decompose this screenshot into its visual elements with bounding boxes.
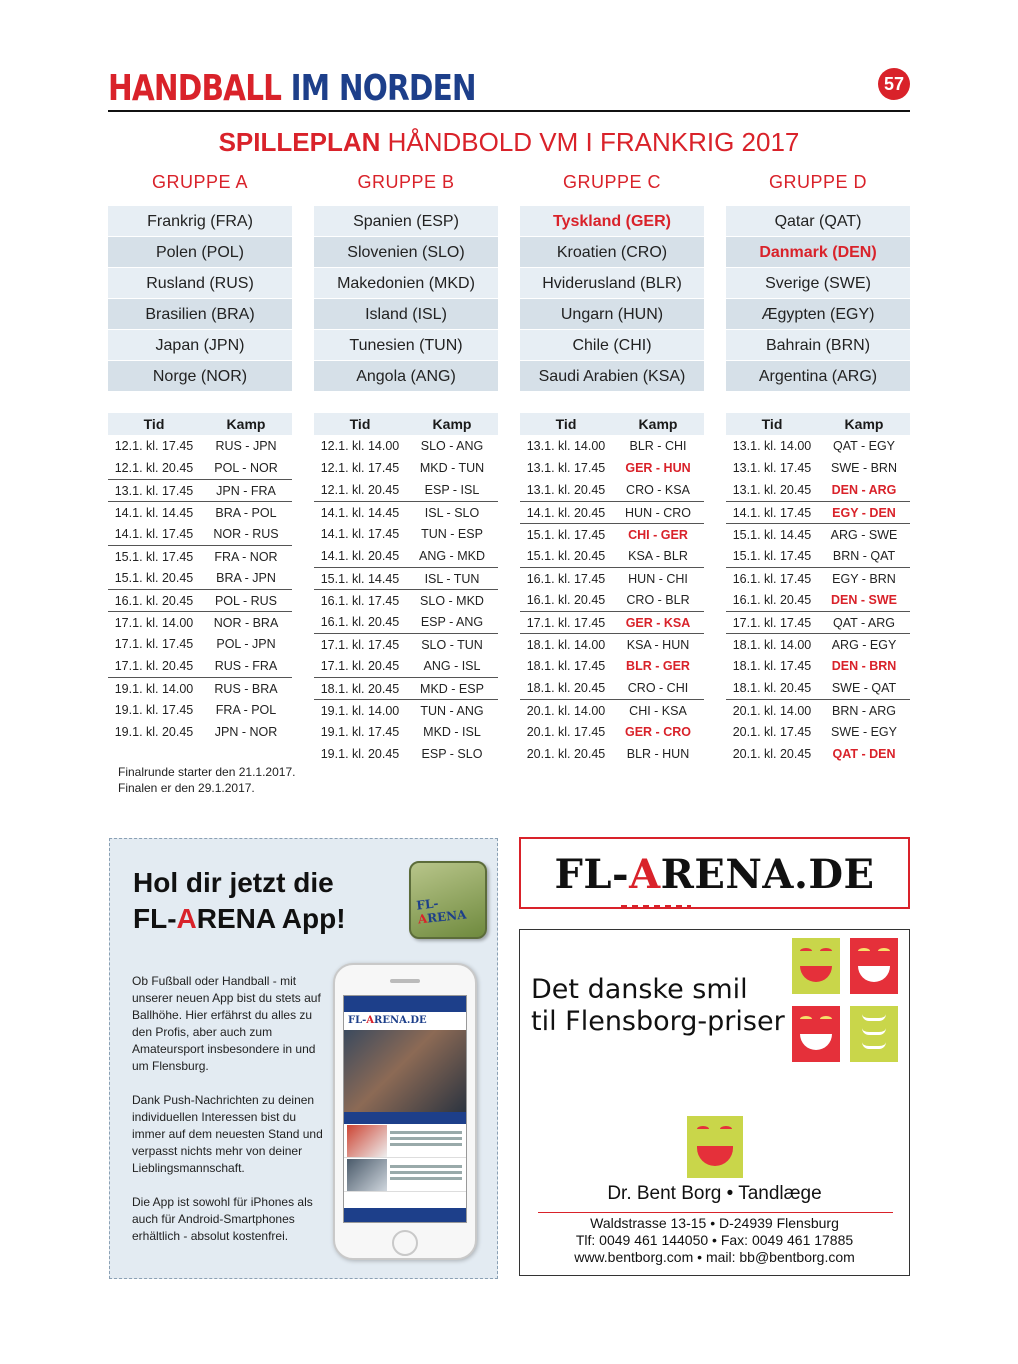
group-column [726, 172, 910, 392]
match-teams: GER - KSA [625, 616, 691, 630]
match-time: 20.1. kl. 17.45 [526, 725, 606, 739]
match-teams: ARG - EGY [831, 638, 897, 652]
app-ad-headline-line2 [133, 901, 346, 937]
section-title-part2: IM NORDEN [290, 68, 476, 109]
match-schedule [726, 413, 910, 765]
team-row: Hviderusland (BLR) [520, 268, 704, 299]
divider [538, 1212, 893, 1213]
news-text-lines [390, 1124, 466, 1157]
match-teams: GER - HUN [625, 461, 691, 475]
phone-news-item [344, 1124, 466, 1158]
match-row [108, 677, 292, 699]
page-number-badge: 57 [878, 68, 910, 100]
match-row [726, 655, 910, 677]
match-row [520, 435, 704, 457]
team-row: Polen (POL) [108, 237, 292, 268]
wordmark-dash-decoration [621, 905, 691, 908]
match-teams: TUN - ANG [420, 704, 484, 718]
match-time: 17.1. kl. 17.45 [114, 637, 194, 651]
team-row: Angola (ANG) [314, 361, 498, 392]
match-row [108, 523, 292, 545]
match-teams: SLO - TUN [421, 638, 483, 652]
match-time: 18.1. kl. 20.45 [320, 682, 400, 696]
logo-a: A [417, 911, 428, 927]
match-teams: QAT - EGY [832, 439, 896, 453]
match-teams: ISL - TUN [424, 572, 480, 586]
group-column [520, 172, 704, 392]
dentist-web-mail: www.bentborg.com • mail: bb@bentborg.com [574, 1249, 855, 1265]
header-time: Tid [143, 416, 165, 432]
match-row [726, 479, 910, 501]
team-row: Tyskland (GER) [520, 206, 704, 237]
phone-hero-caption [344, 1112, 466, 1124]
match-time: 13.1. kl. 14.00 [526, 439, 606, 453]
dental-slogan-line2: til Flensborg-priser [531, 1006, 785, 1037]
match-teams: BRA - JPN [216, 571, 276, 585]
match-time: 17.1. kl. 20.45 [114, 659, 194, 673]
match-time: 16.1. kl. 17.45 [320, 594, 400, 608]
match-time: 15.1. kl. 17.45 [114, 550, 194, 564]
match-teams: BRA - POL [215, 506, 277, 520]
team-row: Saudi Arabien (KSA) [520, 361, 704, 392]
match-teams: BLR - HUN [626, 747, 690, 761]
header-match: Kamp [844, 416, 884, 432]
dentist-phone-fax: Tlf: 0049 461 144050 • Fax: 0049 461 17885 [575, 1232, 854, 1248]
news-thumbnail [347, 1159, 387, 1191]
smartphone-image [333, 963, 477, 1260]
match-row [726, 611, 910, 633]
match-time: 20.1. kl. 20.45 [732, 747, 812, 761]
match-time: 12.1. kl. 17.45 [320, 461, 400, 475]
fl-arena-wordmark [521, 851, 908, 898]
match-row [726, 523, 910, 545]
match-teams: ISL - SLO [424, 506, 480, 520]
match-time: 13.1. kl. 17.45 [732, 461, 812, 475]
match-time: 14.1. kl. 20.45 [526, 506, 606, 520]
match-time: 19.1. kl. 20.45 [114, 725, 194, 739]
match-row [726, 633, 910, 655]
group-column [108, 172, 292, 392]
match-row [314, 501, 498, 523]
schedule-title-rest: HÅNDBOLD VM I FRANKRIG 2017 [380, 127, 800, 157]
match-row [108, 699, 292, 721]
match-row [108, 721, 292, 743]
match-teams: ANG - ISL [423, 659, 481, 673]
match-time: 15.1. kl. 20.45 [526, 549, 606, 563]
app-ad-paragraph-3: Die App ist sowohl für iPhones als auch für Android-Smartphones erhältlich - absolut kostenfrei. [132, 1195, 313, 1243]
match-row [520, 633, 704, 655]
match-row [726, 721, 910, 743]
smile-logo-icon [792, 938, 840, 994]
group-heading: GRUPPE C [562, 172, 662, 192]
app-ad-body [132, 973, 327, 1262]
match-teams: BRN - ARG [832, 704, 896, 718]
header-match: Kamp [638, 416, 678, 432]
group-heading: GRUPPE D [768, 172, 868, 192]
match-teams: POL - JPN [216, 637, 276, 651]
team-row: Bahrain (BRN) [726, 330, 910, 361]
match-row [520, 545, 704, 567]
match-teams: QAT - DEN [832, 747, 896, 761]
dental-slogan [531, 974, 785, 1038]
match-time: 16.1. kl. 17.45 [526, 572, 606, 586]
team-row: Kroatien (CRO) [520, 237, 704, 268]
match-row [108, 655, 292, 677]
phone-home-button [392, 1230, 418, 1256]
logo-rena: RENA [426, 907, 468, 926]
schedule-header [314, 413, 498, 435]
note-line-2: Finalen er den 29.1.2017. [118, 781, 255, 795]
app-ad-headline [133, 865, 346, 937]
match-schedule [520, 413, 704, 765]
match-teams: CRO - BLR [626, 593, 690, 607]
app-ad-paragraph-1: Ob Fußball oder Handball - mit unserer neuen App bist du stets auf Ballhöhe. Hier erfährst du alles zu den Profis, aber auch zum Amateursport insbesondere in und um Flensburg. [132, 974, 321, 1073]
match-time: 13.1. kl. 20.45 [732, 483, 812, 497]
phone-hero-photo [344, 1030, 466, 1112]
match-teams: JPN - FRA [216, 484, 276, 498]
match-row [726, 457, 910, 479]
match-teams: RUS - JPN [215, 439, 277, 453]
team-row: Sverige (SWE) [726, 268, 910, 299]
section-title [108, 68, 476, 109]
match-teams: ESP - ISL [424, 483, 480, 497]
match-time: 14.1. kl. 14.45 [320, 506, 400, 520]
match-time: 17.1. kl. 20.45 [320, 659, 400, 673]
match-teams: KSA - BLR [628, 549, 688, 563]
match-row [314, 721, 498, 743]
match-teams: CRO - CHI [627, 681, 689, 695]
match-time: 12.1. kl. 20.45 [320, 483, 400, 497]
match-row [520, 479, 704, 501]
match-row [314, 677, 498, 699]
fl-arena-banner [519, 837, 910, 909]
match-time: 16.1. kl. 20.45 [320, 615, 400, 629]
match-row [726, 743, 910, 765]
dental-advertisement [519, 929, 910, 1276]
match-row [726, 501, 910, 523]
app-ad-headline-line1: Hol dir jetzt die [133, 867, 334, 898]
match-teams: DEN - BRN [831, 659, 897, 673]
match-time: 17.1. kl. 14.00 [114, 616, 194, 630]
match-row [108, 611, 292, 633]
match-time: 14.1. kl. 17.45 [732, 506, 812, 520]
phone-speaker [390, 979, 420, 983]
match-row [726, 589, 910, 611]
match-teams: SWE - QAT [831, 681, 897, 695]
match-time: 16.1. kl. 20.45 [114, 594, 194, 608]
schedule-title-bold: SPILLEPLAN [218, 127, 381, 157]
match-teams: ARG - SWE [830, 528, 898, 542]
match-teams: NOR - BRA [213, 616, 279, 630]
match-teams: NOR - RUS [213, 527, 279, 541]
match-teams: CHI - GER [628, 528, 688, 542]
team-list [314, 206, 498, 392]
dental-slogan-line1: Det danske smil [531, 974, 748, 1005]
team-row: Danmark (DEN) [726, 237, 910, 268]
team-list [108, 206, 292, 392]
match-row [314, 743, 498, 765]
match-row [726, 677, 910, 699]
match-time: 15.1. kl. 20.45 [114, 571, 194, 585]
match-time: 19.1. kl. 14.00 [114, 682, 194, 696]
match-time: 20.1. kl. 14.00 [526, 704, 606, 718]
match-time: 15.1. kl. 17.45 [732, 549, 812, 563]
app-logo-icon [409, 861, 487, 939]
match-time: 18.1. kl. 17.45 [732, 659, 812, 673]
phone-brand-fl: FL- [348, 1015, 367, 1026]
match-row [314, 545, 498, 567]
smile-logo-icon [792, 1006, 840, 1062]
app-logo-label [416, 892, 487, 927]
match-time: 18.1. kl. 20.45 [526, 681, 606, 695]
match-teams: KSA - HUN [626, 638, 690, 652]
match-row [520, 589, 704, 611]
match-teams: SLO - ANG [420, 439, 484, 453]
match-teams: RUS - BRA [214, 682, 278, 696]
phone-app-toolbar [344, 996, 466, 1012]
logo-fl: FL- [415, 896, 440, 913]
team-list [726, 206, 910, 392]
smile-logo-icon [850, 938, 898, 994]
match-time: 12.1. kl. 17.45 [114, 439, 194, 453]
match-time: 13.1. kl. 17.45 [114, 484, 194, 498]
match-teams: FRA - POL [215, 703, 277, 717]
match-teams: FRA - NOR [214, 550, 278, 564]
app-advertisement [109, 838, 498, 1279]
match-time: 13.1. kl. 20.45 [526, 483, 606, 497]
team-row: Chile (CHI) [520, 330, 704, 361]
match-time: 17.1. kl. 17.45 [320, 638, 400, 652]
match-time: 19.1. kl. 20.45 [320, 747, 400, 761]
match-time: 20.1. kl. 20.45 [526, 747, 606, 761]
match-teams: TUN - ESP [421, 527, 483, 541]
match-teams: EGY - DEN [832, 506, 896, 520]
match-teams: BLR - CHI [629, 439, 687, 453]
match-row [726, 567, 910, 589]
match-teams: CHI - KSA [629, 704, 687, 718]
match-teams: POL - RUS [214, 594, 278, 608]
match-teams: DEN - ARG [831, 483, 897, 497]
match-row [520, 655, 704, 677]
phone-tab-bar [344, 1208, 466, 1222]
note-line-1: Finalrunde starter den 21.1.2017. [118, 765, 296, 779]
group-heading: GRUPPE B [357, 172, 455, 192]
team-row: Spanien (ESP) [314, 206, 498, 237]
match-row [726, 435, 910, 457]
match-teams: MKD - ISL [423, 725, 481, 739]
group-column [314, 172, 498, 392]
header-time: Tid [555, 416, 577, 432]
match-teams: EGY - BRN [832, 572, 896, 586]
match-row [314, 457, 498, 479]
match-teams: MKD - ESP [420, 682, 484, 696]
team-row: Makedonien (MKD) [314, 268, 498, 299]
phone-brand-rena: RENA.DE [374, 1015, 427, 1026]
group-heading: GRUPPE A [151, 172, 249, 192]
match-teams: SLO - MKD [420, 594, 484, 608]
match-time: 18.1. kl. 17.45 [526, 659, 606, 673]
headline-a: A [176, 903, 197, 934]
team-row: Rusland (RUS) [108, 268, 292, 299]
match-row [520, 743, 704, 765]
team-row: Island (ISL) [314, 299, 498, 330]
match-time: 13.1. kl. 17.45 [526, 461, 606, 475]
match-time: 18.1. kl. 20.45 [732, 681, 812, 695]
match-teams: HUN - CRO [625, 506, 691, 520]
match-teams: SWE - BRN [831, 461, 897, 475]
match-teams: MKD - TUN [419, 461, 485, 475]
match-time: 19.1. kl. 17.45 [320, 725, 400, 739]
masthead [108, 66, 910, 112]
team-row: Slovenien (SLO) [314, 237, 498, 268]
match-row [314, 611, 498, 633]
match-teams: JPN - NOR [214, 725, 278, 739]
match-time: 15.1. kl. 17.45 [526, 528, 606, 542]
schedule-header [520, 413, 704, 435]
match-row [108, 545, 292, 567]
header-time: Tid [349, 416, 371, 432]
match-row [108, 633, 292, 655]
match-row [314, 655, 498, 677]
headline-fl: FL- [133, 903, 177, 934]
match-time: 16.1. kl. 20.45 [732, 593, 812, 607]
match-teams: CRO - KSA [626, 483, 690, 497]
match-row [520, 523, 704, 545]
match-row [314, 567, 498, 589]
dentist-name: Dr. Bent Borg • Tandlæge [607, 1183, 822, 1204]
team-row: Japan (JPN) [108, 330, 292, 361]
match-teams: GER - CRO [625, 725, 691, 739]
match-time: 20.1. kl. 17.45 [732, 725, 812, 739]
team-row: Ungarn (HUN) [520, 299, 704, 330]
news-text-lines [390, 1158, 466, 1191]
match-teams: BRN - QAT [832, 549, 896, 563]
match-time: 12.1. kl. 14.00 [320, 439, 400, 453]
match-teams: HUN - CHI [628, 572, 688, 586]
match-time: 18.1. kl. 14.00 [526, 638, 606, 652]
team-row: Argentina (ARG) [726, 361, 910, 392]
match-time: 15.1. kl. 14.45 [732, 528, 812, 542]
match-row [314, 633, 498, 655]
phone-brand-a: A [366, 1015, 375, 1026]
dentist-contact [520, 1215, 909, 1266]
match-time: 14.1. kl. 14.45 [114, 506, 194, 520]
phone-news-item [344, 1158, 466, 1192]
match-row [520, 457, 704, 479]
smile-logo-icon [850, 1006, 898, 1062]
match-row [520, 677, 704, 699]
match-time: 19.1. kl. 14.00 [320, 704, 400, 718]
team-row: Qatar (QAT) [726, 206, 910, 237]
match-teams: QAT - ARG [832, 616, 896, 630]
header-match: Kamp [226, 416, 266, 432]
match-time: 14.1. kl. 17.45 [114, 527, 194, 541]
match-teams: BLR - GER [626, 659, 690, 673]
match-time: 13.1. kl. 14.00 [732, 439, 812, 453]
wordmark-fl: FL- [554, 851, 630, 898]
dentist-address: Waldstrasse 13-15 • D-24939 Flensburg [590, 1215, 839, 1231]
match-teams: ESP - SLO [421, 747, 483, 761]
match-teams: RUS - FRA [214, 659, 278, 673]
match-teams: ANG - MKD [419, 549, 485, 563]
match-time: 16.1. kl. 20.45 [526, 593, 606, 607]
match-teams: SWE - EGY [831, 725, 897, 739]
smile-logo-icon [687, 1116, 743, 1178]
match-time: 18.1. kl. 14.00 [732, 638, 812, 652]
match-time: 14.1. kl. 20.45 [320, 549, 400, 563]
match-row [108, 567, 292, 589]
match-row [314, 589, 498, 611]
app-ad-paragraph-2: Dank Push-Nachrichten zu deinen individuellen Interessen bist du immer auf dem neuesten Stand und verpasst nichts mehr von deiner Lieblingsmannschaft. [132, 1093, 323, 1175]
phone-screen [343, 995, 467, 1223]
team-list [520, 206, 704, 392]
match-row [520, 611, 704, 633]
match-time: 16.1. kl. 17.45 [732, 572, 812, 586]
match-time: 20.1. kl. 14.00 [732, 704, 812, 718]
match-row [520, 501, 704, 523]
header-match: Kamp [432, 416, 472, 432]
match-row [726, 699, 910, 721]
wordmark-a: A [629, 851, 661, 898]
match-teams: ESP - ANG [420, 615, 484, 629]
wordmark-rena: RENA.DE [660, 851, 875, 898]
team-row: Brasilien (BRA) [108, 299, 292, 330]
match-row [314, 699, 498, 721]
headline-rena-app: RENA App! [196, 903, 346, 934]
match-row [520, 567, 704, 589]
match-row [314, 523, 498, 545]
match-time: 12.1. kl. 20.45 [114, 461, 194, 475]
schedule-header [108, 413, 292, 435]
news-thumbnail [347, 1125, 387, 1157]
match-time: 17.1. kl. 17.45 [732, 616, 812, 630]
header-time: Tid [761, 416, 783, 432]
match-row [314, 435, 498, 457]
match-teams: POL - NOR [214, 461, 278, 475]
match-row [108, 457, 292, 479]
match-schedule [314, 413, 498, 765]
match-row [520, 699, 704, 721]
team-row: Norge (NOR) [108, 361, 292, 392]
match-row [726, 545, 910, 567]
phone-app-brand [344, 1012, 466, 1030]
match-row [108, 501, 292, 523]
team-row: Ægypten (EGY) [726, 299, 910, 330]
section-title-part1: HANDBALL [108, 68, 282, 109]
final-round-note [118, 764, 295, 796]
match-row [108, 479, 292, 501]
schedule-title [0, 127, 1018, 158]
match-time: 17.1. kl. 17.45 [526, 616, 606, 630]
match-time: 19.1. kl. 17.45 [114, 703, 194, 717]
match-row [108, 435, 292, 457]
team-row: Frankrig (FRA) [108, 206, 292, 237]
match-time: 15.1. kl. 14.45 [320, 572, 400, 586]
match-time: 14.1. kl. 17.45 [320, 527, 400, 541]
match-row [108, 589, 292, 611]
match-row [520, 721, 704, 743]
match-schedule [108, 413, 292, 743]
match-row [314, 479, 498, 501]
schedule-header [726, 413, 910, 435]
match-teams: DEN - SWE [831, 593, 897, 607]
team-row: Tunesien (TUN) [314, 330, 498, 361]
